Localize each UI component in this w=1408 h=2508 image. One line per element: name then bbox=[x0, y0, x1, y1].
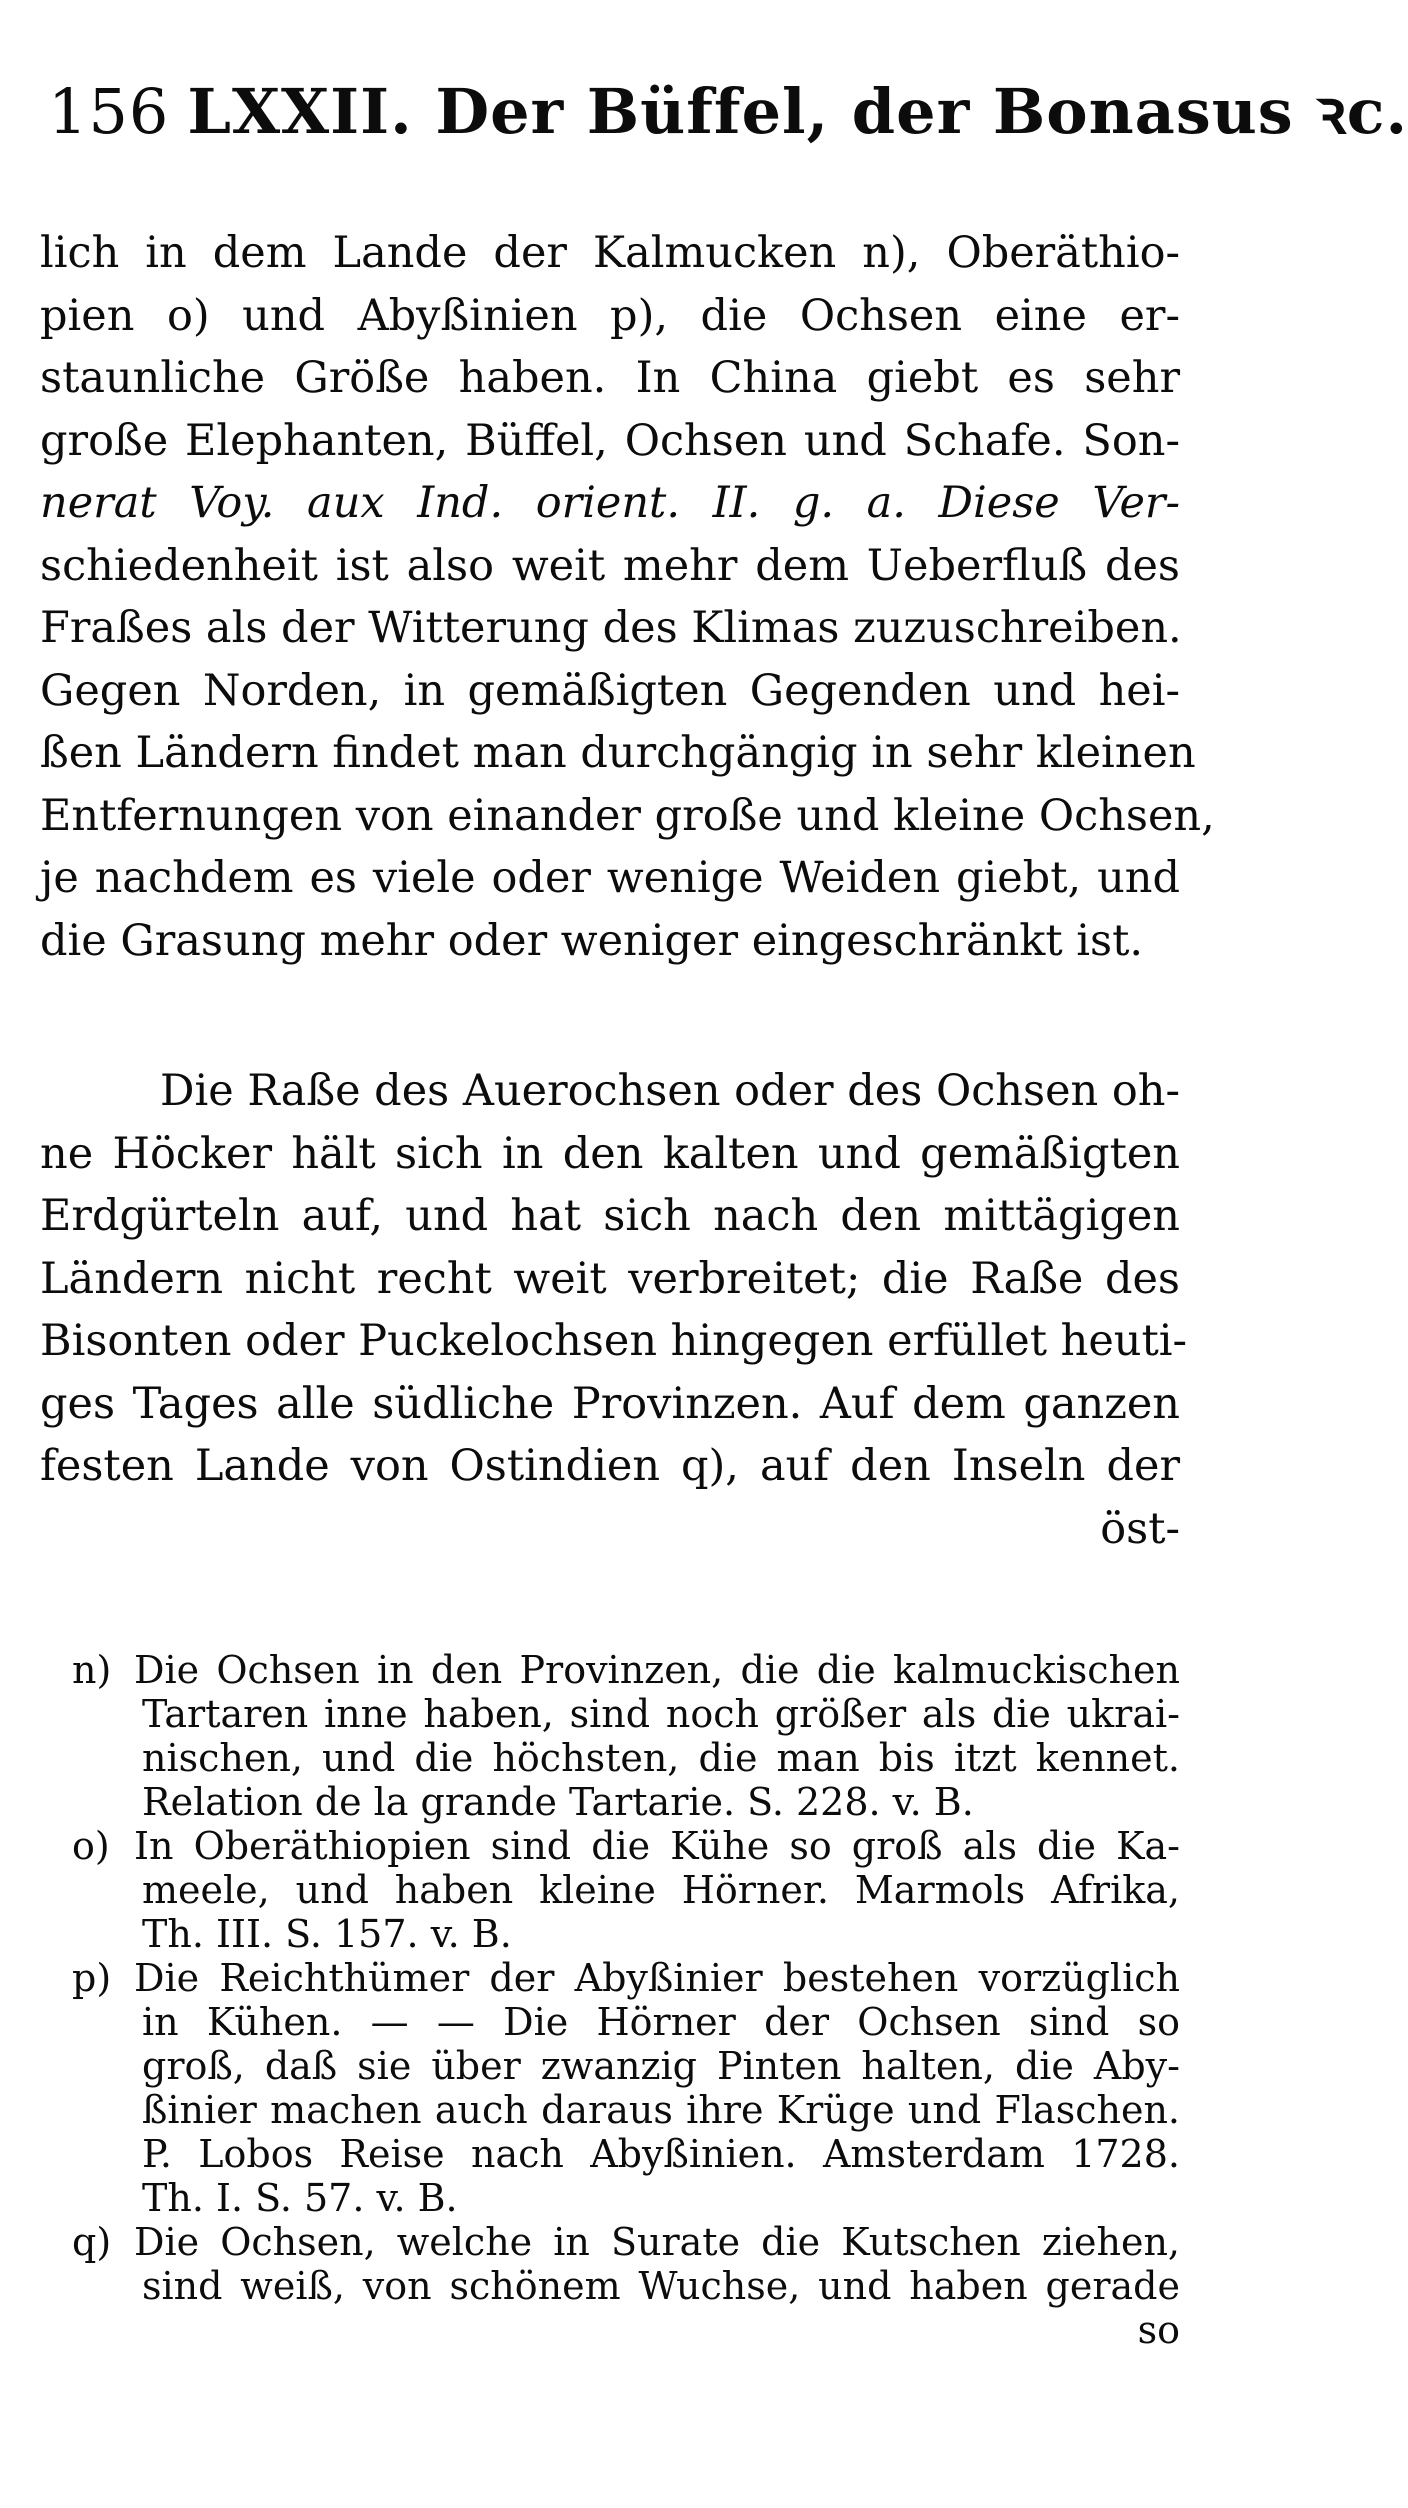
text-line: Erdgürteln auf, und hat sich nach den mittägigen bbox=[40, 1191, 1180, 1241]
footnote-marker: o) bbox=[72, 1824, 110, 1868]
text-line: festen Lande von Ostindien q), auf den Inseln der bbox=[40, 1441, 1180, 1491]
text-line: nerat Voy. aux Ind. orient. II. g. a. Diese Ver- bbox=[40, 478, 1180, 528]
paragraph-1 bbox=[40, 222, 1215, 972]
footnote-line: meele, und haben kleine Hörner. Marmols Afrika, bbox=[142, 1868, 1180, 1912]
footnote-marker: q) bbox=[72, 2220, 112, 2264]
footnote-p bbox=[72, 1956, 1180, 2220]
catchword: öst- bbox=[1100, 1503, 1180, 1554]
page-number: 156 bbox=[48, 75, 170, 148]
footnote-line: Tartaren inne haben, sind noch größer als die ukrai- bbox=[142, 1692, 1180, 1736]
footnote-line: nischen, und die höchsten, die man bis itzt kennet. bbox=[142, 1736, 1180, 1780]
footnote-marker: p) bbox=[72, 1956, 112, 2000]
text-line: ges Tages alle südliche Provinzen. Auf dem ganzen bbox=[40, 1378, 1180, 1429]
footnote-catchword: so bbox=[1137, 2308, 1180, 2352]
text-line: Ländern nicht recht weit verbreitet; die Raße des bbox=[40, 1253, 1180, 1304]
footnotes bbox=[72, 1648, 1180, 2352]
text-line: Bisonten oder Puckelochsen hingegen erfüllet heuti- bbox=[40, 1316, 1188, 1366]
footnote-marker: n) bbox=[72, 1648, 112, 1692]
footnote-n bbox=[72, 1648, 1180, 1824]
footnote-line: Th. I. S. 57. v. B. bbox=[142, 2176, 458, 2220]
footnote-line: Th. III. S. 157. v. B. bbox=[142, 1912, 512, 1956]
footnote-line: P. Lobos Reise nach Abyßinien. Amsterdam 1728. bbox=[142, 2132, 1180, 2176]
paragraph-2 bbox=[40, 1060, 1188, 1560]
footnote-line: In Oberäthiopien sind die Kühe so groß als die Ka- bbox=[134, 1824, 1180, 1868]
footnote-line: Die Ochsen in den Provinzen, die die kalmuckischen bbox=[134, 1648, 1180, 1692]
text-line: je nachdem es viele oder wenige Weiden giebt, und bbox=[40, 853, 1180, 903]
footnote-line: Die Ochsen, welche in Surate die Kutschen ziehen, bbox=[134, 2220, 1180, 2264]
text-line: pien o) und Abyßinien p), die Ochsen eine er- bbox=[40, 290, 1180, 341]
running-header bbox=[48, 72, 1408, 152]
text-line: ßen Ländern findet man durchgängig in sehr kleinen bbox=[40, 728, 1196, 778]
footnote-o bbox=[72, 1824, 1180, 1956]
text-line: ne Höcker hält sich in den kalten und gemäßigten bbox=[40, 1128, 1180, 1179]
footnote-line: ßinier machen auch daraus ihre Krüge und Flaschen. bbox=[142, 2088, 1180, 2132]
text-line: Gegen Norden, in gemäßigten Gegenden und hei- bbox=[40, 665, 1180, 716]
text-line: staunliche Größe haben. In China giebt es sehr bbox=[40, 353, 1180, 403]
footnote-line: groß, daß sie über zwanzig Pinten halten, die Aby- bbox=[142, 2044, 1180, 2088]
text-line: schiedenheit ist also weit mehr dem Ueberfluß des bbox=[40, 540, 1180, 591]
footnote-line: sind weiß, von schönem Wuchse, und haben gerade bbox=[142, 2264, 1180, 2308]
footnote-line: Relation de la grande Tartarie. S. 228. v. B. bbox=[142, 1780, 974, 1824]
footnote-line: Die Reichthümer der Abyßinier bestehen vorzüglich bbox=[134, 1956, 1180, 2000]
footnote-q bbox=[72, 2220, 1180, 2352]
text-line: große Elephanten, Büffel, Ochsen und Schafe. Son- bbox=[40, 415, 1180, 466]
text-line: Fraßes als der Witterung des Klimas zuzuschreiben. bbox=[40, 603, 1182, 653]
running-title: LXXII. Der Büffel, der Bonasus ꝛc. bbox=[187, 75, 1408, 148]
text-line: Entfernungen von einander große und kleine Ochsen, bbox=[40, 790, 1215, 841]
footnote-line: in Kühen. — — Die Hörner der Ochsen sind so bbox=[142, 2000, 1180, 2044]
text-line: die Grasung mehr oder weniger eingeschränkt ist. bbox=[40, 915, 1144, 966]
text-line: Die Raße des Auerochsen oder des Ochsen oh- bbox=[160, 1066, 1180, 1116]
text-line: lich in dem Lande der Kalmucken n), Oberäthio- bbox=[40, 228, 1180, 278]
